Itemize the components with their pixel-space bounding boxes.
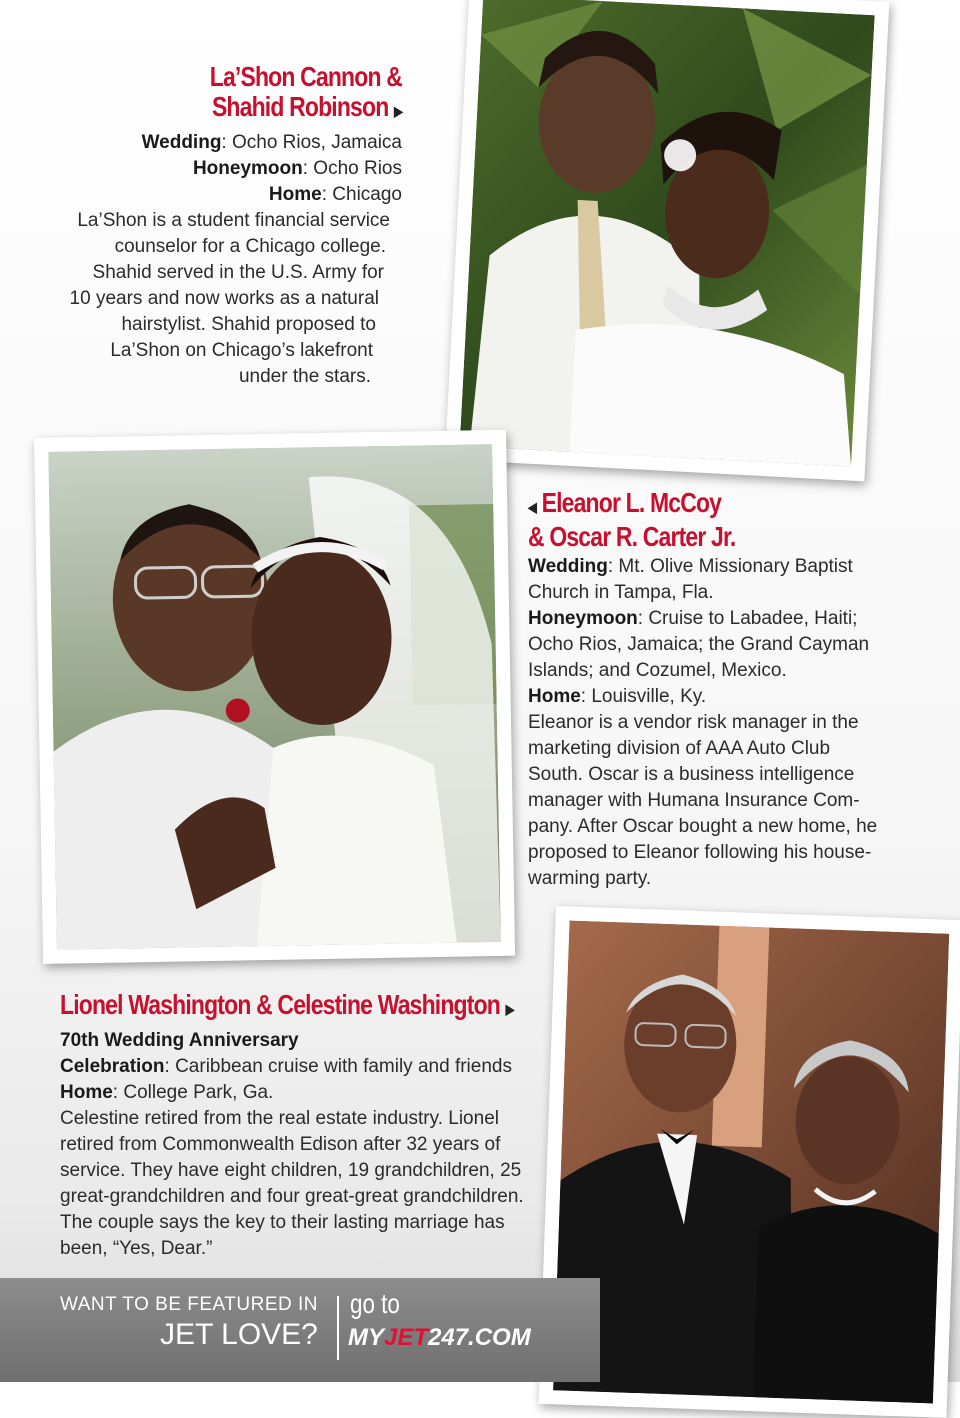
bio-line: warming party. bbox=[528, 868, 652, 889]
couple-name bbox=[105, 92, 402, 126]
honeymoon-label: Honeymoon bbox=[192, 158, 303, 179]
bio-line: retired from Commonwealth Edison after 32 years of bbox=[60, 1134, 501, 1155]
couple-name-line1: Eleanor L. McCoy bbox=[541, 487, 722, 518]
bio-line: La’Shon on Chicago’s lakefront bbox=[110, 340, 373, 361]
bio-line: pany. After Oscar bought a new home, he bbox=[528, 816, 878, 837]
bio-line: The couple says the key to their lasting marriage has bbox=[60, 1212, 505, 1233]
bio-line: great-grandchildren and four great-great grandchildren. bbox=[60, 1186, 524, 1207]
wedding-label: Wedding bbox=[141, 132, 222, 153]
bio-line: La’Shon is a student financial service bbox=[77, 210, 390, 231]
wedding-label: Wedding bbox=[528, 556, 608, 577]
promo-divider bbox=[337, 1296, 339, 1360]
couple-name-line1: La’Shon Cannon & bbox=[209, 61, 402, 92]
couple-photo-mccoy-carter bbox=[34, 430, 515, 964]
honeymoon-value: : Cruise to Labadee, Haiti; bbox=[637, 608, 858, 629]
couple-photo-washington bbox=[539, 906, 960, 1418]
celebration-value: : Caribbean cruise with family and friends bbox=[164, 1056, 512, 1077]
right-arrow-icon: ▶ bbox=[393, 103, 402, 119]
honeymoon-row bbox=[40, 156, 402, 182]
bio-line: 10 years and now works as a natural bbox=[69, 288, 379, 309]
promo-url-link[interactable] bbox=[348, 1324, 531, 1352]
home-row bbox=[60, 1080, 580, 1106]
bio-line: been, “Yes, Dear.” bbox=[60, 1238, 213, 1259]
honeymoon-value-line: Ocho Rios, Jamaica; the Grand Cayman bbox=[528, 634, 870, 655]
couple-entry-washington bbox=[60, 990, 580, 1262]
bio-line: Shahid served in the U.S. Army for bbox=[92, 262, 384, 283]
home-label: Home bbox=[60, 1082, 113, 1103]
couple-name-line2: & Oscar R. Carter Jr. bbox=[528, 521, 736, 552]
celebration-label: Celebration bbox=[60, 1056, 165, 1077]
bio-line: Celestine retired from the real estate industry. Lionel bbox=[60, 1108, 499, 1129]
couple-name-line1: Lionel Washington & Celestine Washington bbox=[60, 989, 501, 1020]
bio-line: under the stars. bbox=[238, 366, 371, 387]
anniversary-subtitle: 70th Wedding Anniversary bbox=[60, 1030, 299, 1051]
bio-line: marketing division of AAA Auto Club bbox=[528, 738, 831, 759]
promo-line1: WANT TO BE FEATURED IN bbox=[60, 1294, 319, 1315]
wedding-row bbox=[528, 554, 948, 580]
home-row bbox=[40, 182, 402, 208]
home-value: : College Park, Ga. bbox=[112, 1082, 274, 1103]
wedding-value-line: Church in Tampa, Fla. bbox=[528, 582, 714, 603]
honeymoon-label: Honeymoon bbox=[528, 608, 638, 629]
honeymoon-value-line: Islands; and Cozumel, Mexico. bbox=[528, 660, 787, 681]
couple-name bbox=[105, 62, 402, 92]
promo-footer bbox=[0, 1278, 600, 1382]
bio-line: hairstylist. Shahid proposed to bbox=[121, 314, 376, 335]
url-accent: JET bbox=[384, 1324, 429, 1351]
couple-entry-cannon-robinson bbox=[40, 62, 402, 390]
promo-goto: go to bbox=[350, 1288, 400, 1319]
wedding-value: : Mt. Olive Missionary Baptist bbox=[607, 556, 853, 577]
url-prefix: MY bbox=[348, 1324, 384, 1351]
honeymoon-value: : Ocho Rios bbox=[302, 158, 402, 179]
home-row bbox=[528, 684, 948, 710]
couple-name bbox=[528, 488, 872, 522]
couple-name-line2: Shahid Robinson bbox=[211, 91, 389, 122]
couple-photo-image bbox=[460, 0, 875, 467]
url-suffix: 247.COM bbox=[428, 1324, 531, 1351]
promo-line2: JET LOVE? bbox=[160, 1318, 318, 1351]
wedding-value: : Ocho Rios, Jamaica bbox=[221, 132, 402, 153]
bio-line: counselor for a Chicago college. bbox=[114, 236, 386, 257]
couple-photo-image bbox=[48, 444, 501, 950]
couple-name bbox=[528, 522, 872, 552]
honeymoon-row bbox=[528, 606, 948, 632]
bio-line: manager with Humana Insurance Com- bbox=[528, 790, 860, 811]
bio-line: service. They have eight children, 19 grandchildren, 25 bbox=[60, 1160, 522, 1181]
couple-name bbox=[60, 989, 514, 1024]
couple-photo-image bbox=[553, 920, 949, 1403]
couple-entry-mccoy-carter bbox=[528, 488, 948, 892]
home-label: Home bbox=[268, 184, 322, 205]
left-arrow-icon: ◀ bbox=[528, 499, 537, 515]
bio-line: South. Oscar is a business intelligence bbox=[528, 764, 855, 785]
couple-photo-cannon-robinson bbox=[445, 0, 890, 481]
bio-line: Eleanor is a vendor risk manager in the bbox=[528, 712, 859, 733]
home-value: : Chicago bbox=[321, 184, 402, 205]
wedding-row bbox=[40, 130, 402, 156]
home-value: : Louisville, Ky. bbox=[580, 686, 707, 707]
celebration-row bbox=[60, 1054, 580, 1080]
right-arrow-icon: ▶ bbox=[505, 1001, 514, 1017]
bio-line: proposed to Eleanor following his house- bbox=[528, 842, 872, 863]
home-label: Home bbox=[528, 686, 581, 707]
